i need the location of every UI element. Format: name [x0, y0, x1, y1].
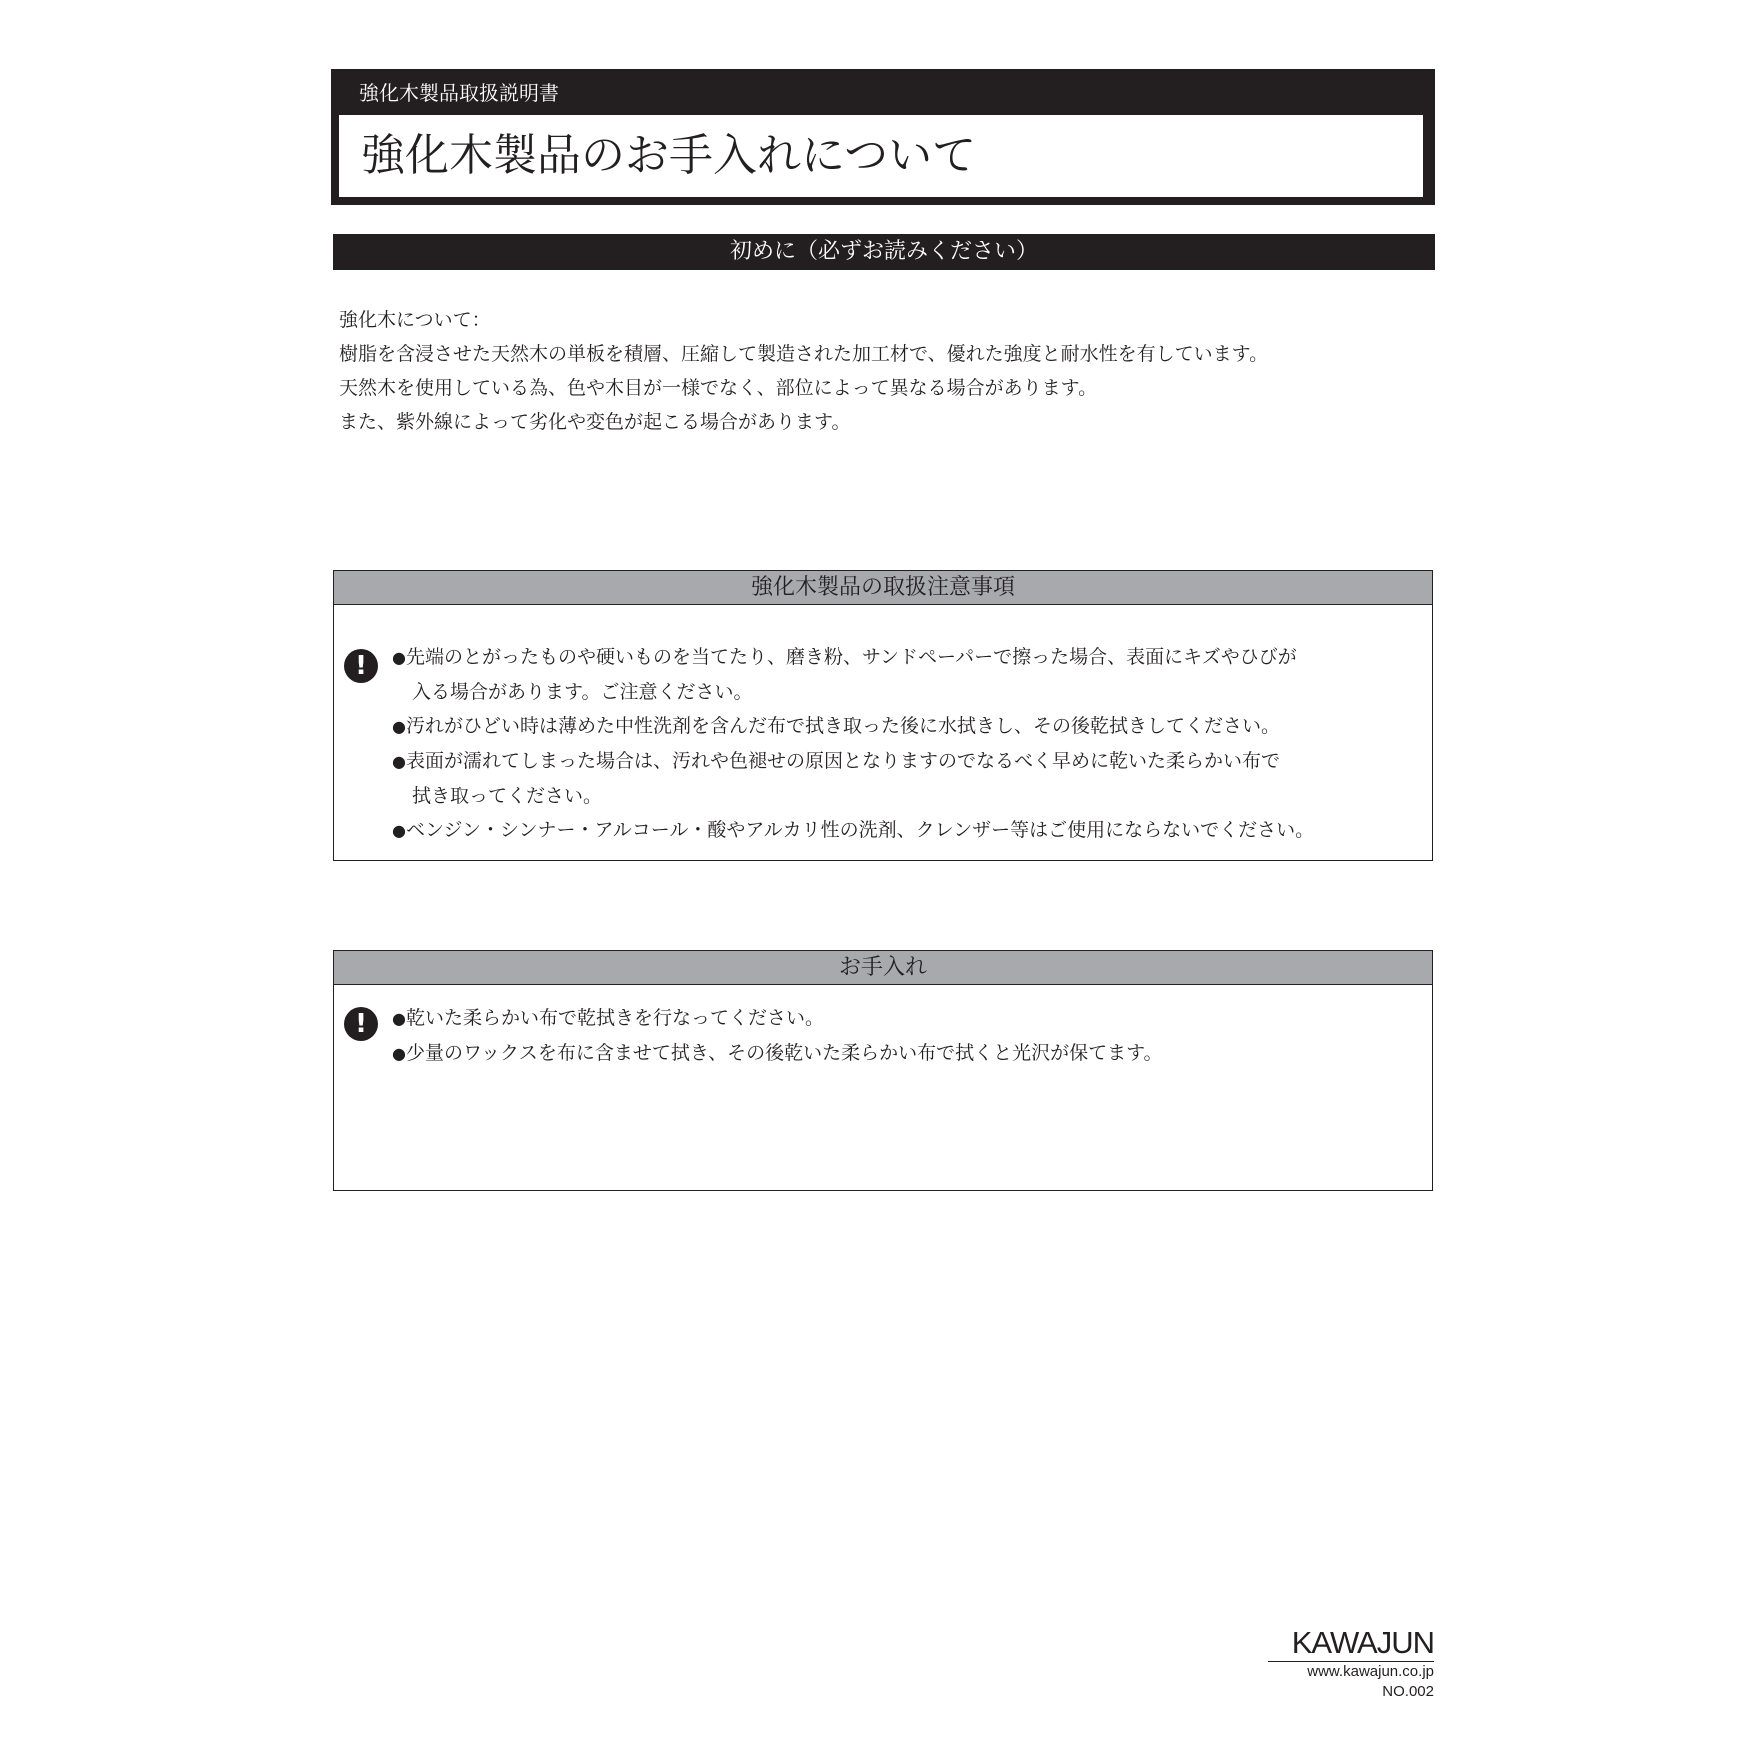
list-item-continuation: 拭き取ってください。: [412, 785, 603, 807]
list-item-continuation: 入る場合があります。ご注意ください。: [412, 681, 753, 703]
intro-line: また、紫外線によって劣化や変色が起こる場合があります。: [339, 411, 851, 433]
document-type: 強化木製品取扱説明書: [359, 81, 559, 105]
exclamation-circle-icon: !: [344, 1007, 378, 1041]
document-number: NO.002: [1382, 1683, 1434, 1700]
list-item: ●汚れがひどい時は薄めた中性洗剤を含んだ布で拭き取った後に水拭きし、その後乾拭きしてください。: [392, 715, 1280, 737]
bullet-icon: ●: [392, 1044, 406, 1063]
list-item: ●ベンジン・シンナー・アルコール・酸やアルカリ性の洗剤、クレンザー等はご使用にならないでください。: [392, 819, 1315, 841]
bullet-icon: ●: [392, 821, 406, 840]
cautions-panel: [333, 570, 1433, 861]
bullet-icon: ●: [392, 752, 406, 771]
list-item: ●乾いた柔らかい布で乾拭きを行なってください。: [392, 1007, 824, 1029]
list-item: ●少量のワックスを布に含ませて拭き、その後乾いた柔らかい布で拭くと光沢が保てます。: [392, 1042, 1163, 1064]
care-panel: [333, 950, 1433, 1191]
exclamation-circle-icon: !: [344, 649, 378, 683]
care-heading: お手入れ: [334, 951, 1432, 985]
intro-line: 樹脂を含浸させた天然木の単板を積層、圧縮して製造された加工材で、優れた強度と耐水性を有しています。: [339, 343, 1269, 365]
bullet-icon: ●: [392, 717, 406, 736]
footer: [1268, 1626, 1434, 1702]
intro-heading-bar: 初めに（必ずお読みください）: [333, 234, 1435, 270]
title-box: [339, 115, 1423, 197]
bullet-icon: ●: [392, 1009, 406, 1028]
cautions-heading: 強化木製品の取扱注意事項: [334, 571, 1432, 605]
header-banner: [331, 69, 1435, 205]
list-item: ●先端のとがったものや硬いものを当てたり、磨き粉、サンドペーパーで擦った場合、表面にキズやひびが: [392, 646, 1297, 668]
bullet-icon: ●: [392, 648, 406, 667]
intro-subtitle: 強化木について：: [339, 309, 491, 331]
care-list: [392, 1001, 1163, 1071]
list-item: ●表面が濡れてしまった場合は、汚れや色褪せの原因となりますのでなるべく早めに乾いた柔らかい布で: [392, 750, 1280, 772]
cautions-list: [392, 640, 1314, 848]
company-logo: KAWAJUN: [1268, 1626, 1434, 1662]
intro-section: [339, 303, 1419, 439]
company-url: www.kawajun.co.jp: [1307, 1663, 1434, 1680]
intro-line: 天然木を使用している為、色や木目が一様でなく、部位によって異なる場合があります。: [339, 377, 1098, 399]
page-title: 強化木製品のお手入れについて: [361, 130, 977, 181]
